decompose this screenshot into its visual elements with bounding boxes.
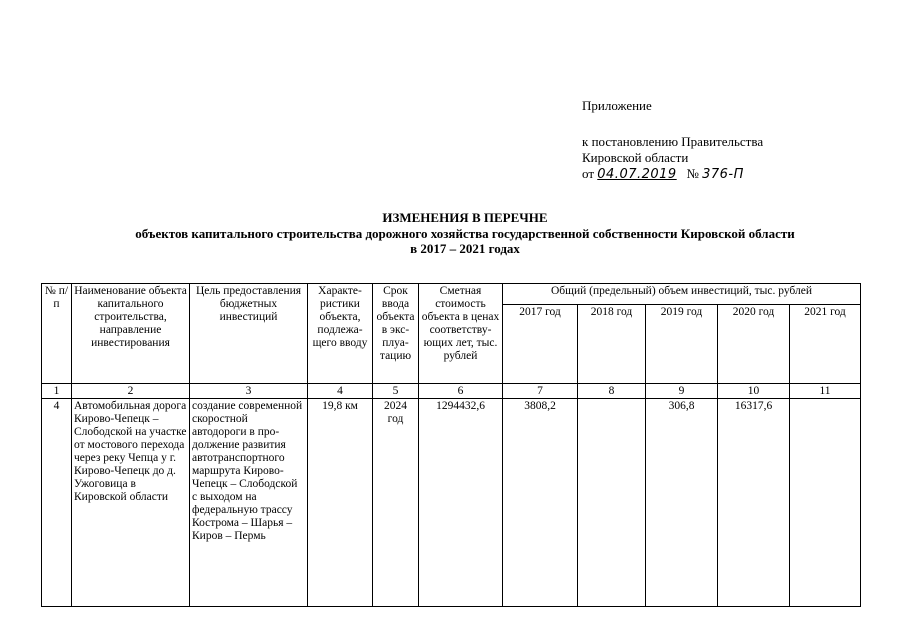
column-number: 4 bbox=[308, 384, 373, 399]
cell-name: Автомобильная дорога Кирово-Чепецк – Слободской на участке от мостового перехода через реку Чепца у г. Кирово-Чепецк до д. Ужоговица в Кировской области bbox=[72, 399, 190, 607]
appendix-line-1: к постановлению Правительства bbox=[582, 134, 764, 149]
appendix-line-2: Кировской области bbox=[582, 150, 689, 165]
cell-cost: 1294432,6 bbox=[419, 399, 503, 607]
cell-num: 4 bbox=[42, 399, 72, 607]
cell-purpose: создание современной скоростной автодороги в про-должение развития автотранспортного маршрута Кирово-Чепецк – Слободской с выходом на федеральную трассу Кострома – Шарья – Киров – Пермь bbox=[190, 399, 308, 607]
date-prefix: от bbox=[582, 166, 595, 181]
cell-y2017: 3808,2 bbox=[503, 399, 578, 607]
header-characteristics: Характе-ристики объекта, подлежа-щего вводу bbox=[308, 284, 373, 384]
column-number: 8 bbox=[578, 384, 646, 399]
header-year-2020: 2020 год bbox=[718, 305, 790, 384]
column-number: 5 bbox=[373, 384, 419, 399]
header-num: № п/п bbox=[42, 284, 72, 384]
header-year-2021: 2021 год bbox=[790, 305, 861, 384]
header-term: Срок ввода объекта в экс-плуа-тацию bbox=[373, 284, 419, 384]
cell-term: 2024 год bbox=[373, 399, 419, 607]
column-number: 10 bbox=[718, 384, 790, 399]
header-investment-group: Общий (предельный) объем инвестиций, тыс. рублей bbox=[503, 284, 861, 305]
column-number-row bbox=[42, 384, 861, 399]
column-number: 2 bbox=[72, 384, 190, 399]
title-line-3: в 2017 – 2021 годах bbox=[410, 241, 520, 256]
handwritten-date: 04.07.2019 bbox=[597, 167, 677, 182]
column-number: 9 bbox=[646, 384, 718, 399]
column-number: 11 bbox=[790, 384, 861, 399]
title-line-2: объектов капитального строительства дорожного хозяйства государственной собственности Кировской области bbox=[135, 225, 795, 241]
header-purpose: Цель предоставления бюджетных инвестиций bbox=[190, 284, 308, 384]
handwritten-number: 376-П bbox=[702, 167, 744, 182]
appendix-date-line bbox=[582, 166, 763, 183]
header-year-2017: 2017 год bbox=[503, 305, 578, 384]
cell-y2021 bbox=[790, 399, 861, 607]
header-row-1 bbox=[42, 284, 861, 305]
title-line-1: ИЗМЕНЕНИЯ В ПЕРЕЧНЕ bbox=[382, 210, 548, 225]
document-title bbox=[60, 210, 870, 257]
column-number: 3 bbox=[190, 384, 308, 399]
header-year-2019: 2019 год bbox=[646, 305, 718, 384]
column-number: 1 bbox=[42, 384, 72, 399]
header-name: Наименование объекта капитального строительства, направление инвестирования bbox=[72, 284, 190, 384]
column-number: 7 bbox=[503, 384, 578, 399]
cell-y2019: 306,8 bbox=[646, 399, 718, 607]
cell-y2020: 16317,6 bbox=[718, 399, 790, 607]
header-cost: Сметная стоимость объекта в ценах соответству-ющих лет, тыс. рублей bbox=[419, 284, 503, 384]
investment-table bbox=[41, 283, 861, 607]
column-number: 6 bbox=[419, 384, 503, 399]
appendix-label: Приложение bbox=[582, 98, 652, 113]
appendix-block bbox=[582, 98, 763, 183]
cell-y2018 bbox=[578, 399, 646, 607]
cell-characteristics: 19,8 км bbox=[308, 399, 373, 607]
table-row bbox=[42, 399, 861, 607]
number-prefix: № bbox=[686, 166, 699, 181]
header-year-2018: 2018 год bbox=[578, 305, 646, 384]
